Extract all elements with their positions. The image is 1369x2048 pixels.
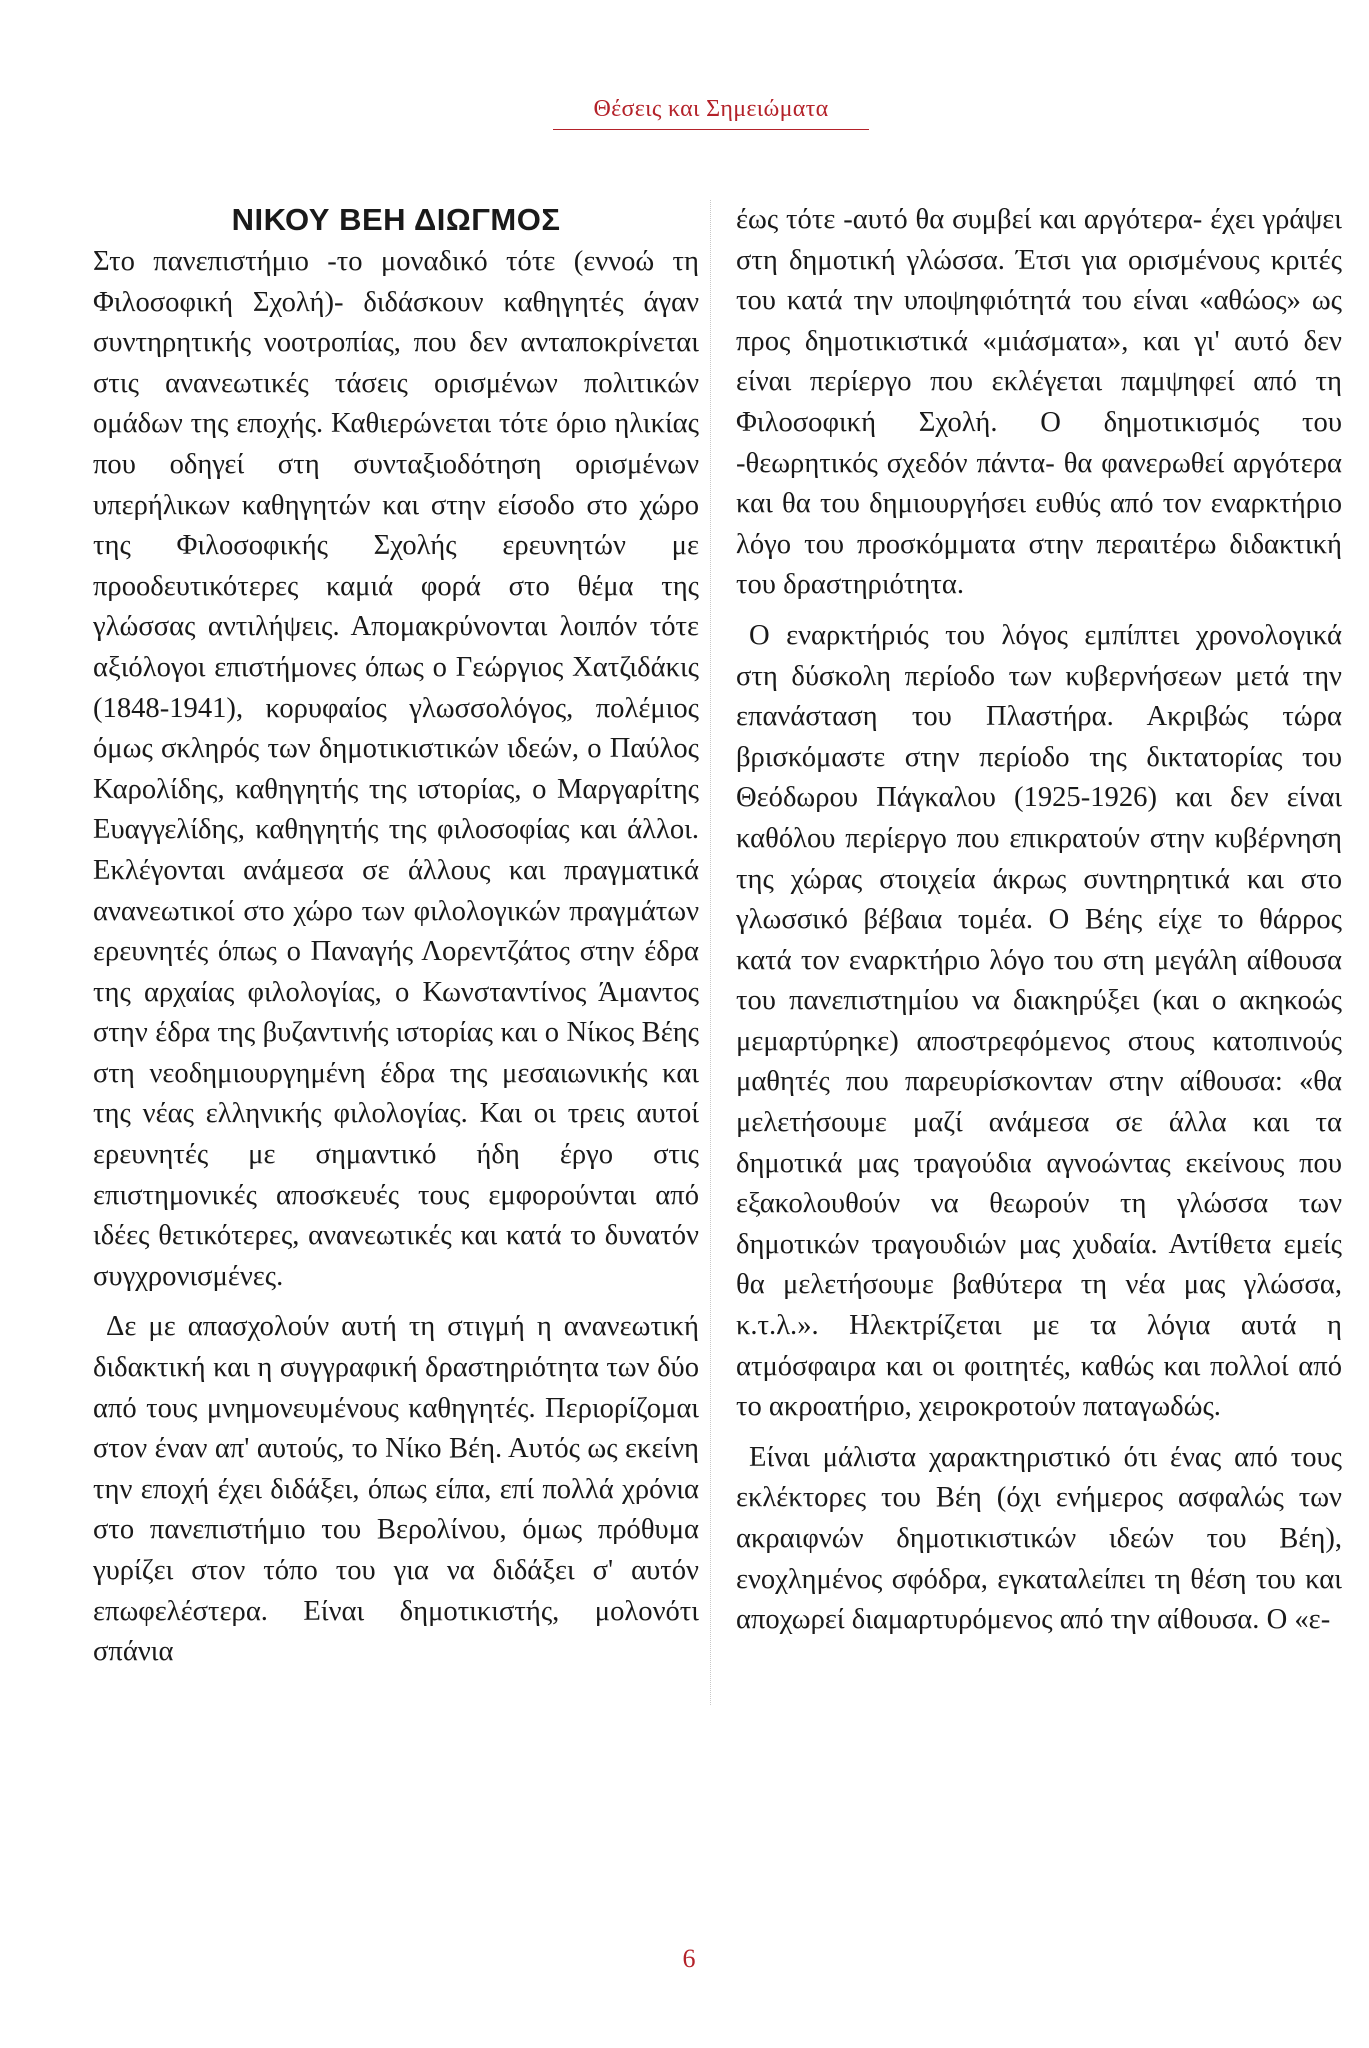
page-number: 6	[682, 1944, 696, 1973]
paragraph: Δε με απασχολούν αυτή τη στιγμή η ανανεωτική διδακτική και η συγγραφική δραστηριότητα των δύο από τους μνημονευμένους καθηγητές. Περιορίζομαι στον έναν απ' αυτούς, το Νίκο Βέη. Αυτός ως εκείνη την εποχή έχει διδάξει, όπως είπα, επί πολλά χρόνια στο πανεπιστήμιο του Βερολίνου, όμως πρόθυμα γυρίζει στον τόπο του για να διδάξει σ' αυτόν επωφελέστερα. Είναι δημοτικιστής, μολονότι σπάνια	[93, 1311, 699, 1668]
paragraph: Είναι μάλιστα χαρακτηριστικό ότι ένας από τους εκλέκτορες του Βέη (όχι ενήμερος ασφαλώς των ακραιφνών δημοτικιστικών ιδεών του Βέη), ενοχλημένος σφόδρα, εγκαταλείπει τη θέση του και αποχωρεί διαμαρτυρόμενος από την αίθουσα. Ο «ε-	[736, 1441, 1342, 1636]
column-divider	[710, 200, 711, 1705]
running-header: Θέσεις και Σημειώματα	[553, 96, 869, 130]
paragraph: Στο πανεπιστήμιο -το μοναδικό τότε (εννοώ τη Φιλοσοφική Σχολή)- διδάσκουν καθηγητές άγαν συντηρητικής νοοτροπίας, που δεν ανταποκρίνεται στις ανανεωτικές τάσεις ορισμένων πολιτικών ομάδων της εποχής. Καθιερώνεται τότε όριο ηλικίας που οδηγεί στη συνταξιοδότηση ορισμένων υπερήλικων καθηγητών και στην είσοδο στο χώρο της Φιλοσοφικής Σχολής ερευνητών με προοδευτικότερες καμιά φορά στο θέμα της γλώσσας αντιλήψεις. Απομακρύνονται λοιπόν τότε αξιόλογοι επιστήμονες όπως ο Γεώργιος Χατζιδάκις (1848-1941), κορυφαίος γλωσσολόγος, πολέμιος όμως σκληρός των δημοτικιστικών ιδεών, ο Παύλος Καρολίδης, καθηγητής της ιστορίας, ο Μαργαρίτης Ευαγγελίδης, καθηγητής της φιλοσοφίας και άλλοι. Εκλέγονται ανάμεσα σε άλλους και πραγματικά ανανεωτικοί στο χώρο των φιλολογικών πραγμάτων ερευνητές όπως ο Παναγής Λορεντζάτος στην έδρα της αρχαίας φιλολογίας, ο Κωνσταντίνος Άμαντος στην έδρα της βυζαντινής ιστορίας και ο Νίκος Βέης στη νεοδημιουργημένη έδρα της μεσαιωνικής και της νέας ελληνικής φιλολογίας. Και οι τρεις αυτοί ερευνητές με σημαντικό ήδη έργο στις επιστημονικές αποσκευές τους εμφορούνται από ιδέες θετικότερες, ανανεωτικές και κατά το δυνατόν συγχρονισμένες.	[93, 246, 699, 1292]
article-title: ΝΙΚΟΥ ΒΕΗ ΔΙΩΓΜΟΣ	[231, 202, 561, 237]
right-column	[736, 200, 1342, 1641]
left-column	[93, 200, 699, 1673]
paragraph: Ο εναρκτήριός του λόγος εμπίπτει χρονολογικά στη δύσκολη περίοδο των κυβερνήσεων μετά την επανάσταση του Πλαστήρα. Ακριβώς τώρα βρισκόμαστε στην περίοδο της δικτατορίας του Θεόδωρου Πάγκαλου (1925-1926) και δεν είναι καθόλου περίεργο που επικρατούν στην κυβέρνηση της χώρας στοιχεία άκρως συντηρητικά και στο γλωσσικό βέβαια τομέα. Ο Βέης είχε το θάρρος κατά τον εναρκτήριο λόγο του στη μεγάλη αίθουσα του πανεπιστημίου να διακηρύξει (και ο ακηκοώς μεμαρτύρηκε) αποστρεφόμενος στους κατοπινούς μαθητές που παρευρίσκονταν στην αίθουσα: «θα μελετήσουμε μαζί ανάμεσα σε άλλα και τα δημοτικά μας τραγούδια αγνοώντας εκείνους που εξακολουθούν να θεωρούν τη γλώσσα των δημοτικών τραγουδιών μας χυδαία. Αντίθετα εμείς θα μελετήσουμε βαθύτερα τη νέα μας γλώσσα, κ.τ.λ.». Ηλεκτρίζεται με τα λόγια αυτά η ατμόσφαιρα και οι φοιτητές, καθώς και πολλοί από το ακροατήριο, χειροκροτούν παταγωδώς.	[736, 619, 1342, 1423]
paragraph: έως τότε -αυτό θα συμβεί και αργότερα- έχει γράψει στη δημοτική γλώσσα. Έτσι για ορισμένους κριτές του κατά την υποψηφιότητά του είναι «αθώος» ως προς δημοτικιστικά «μιάσματα», και γι' αυτό δεν είναι περίεργο που εκλέγεται παμψηφεί από τη Φιλοσοφική Σχολή. Ο δημοτικισμός του -θεωρητικός σχεδόν πάντα- θα φανερωθεί αργότερα και θα του δημιουργήσει ευθύς από τον εναρκτήριο λόγο του προσκόμματα στην περαιτέρω διδακτική του δραστηριότητα.	[736, 204, 1342, 601]
